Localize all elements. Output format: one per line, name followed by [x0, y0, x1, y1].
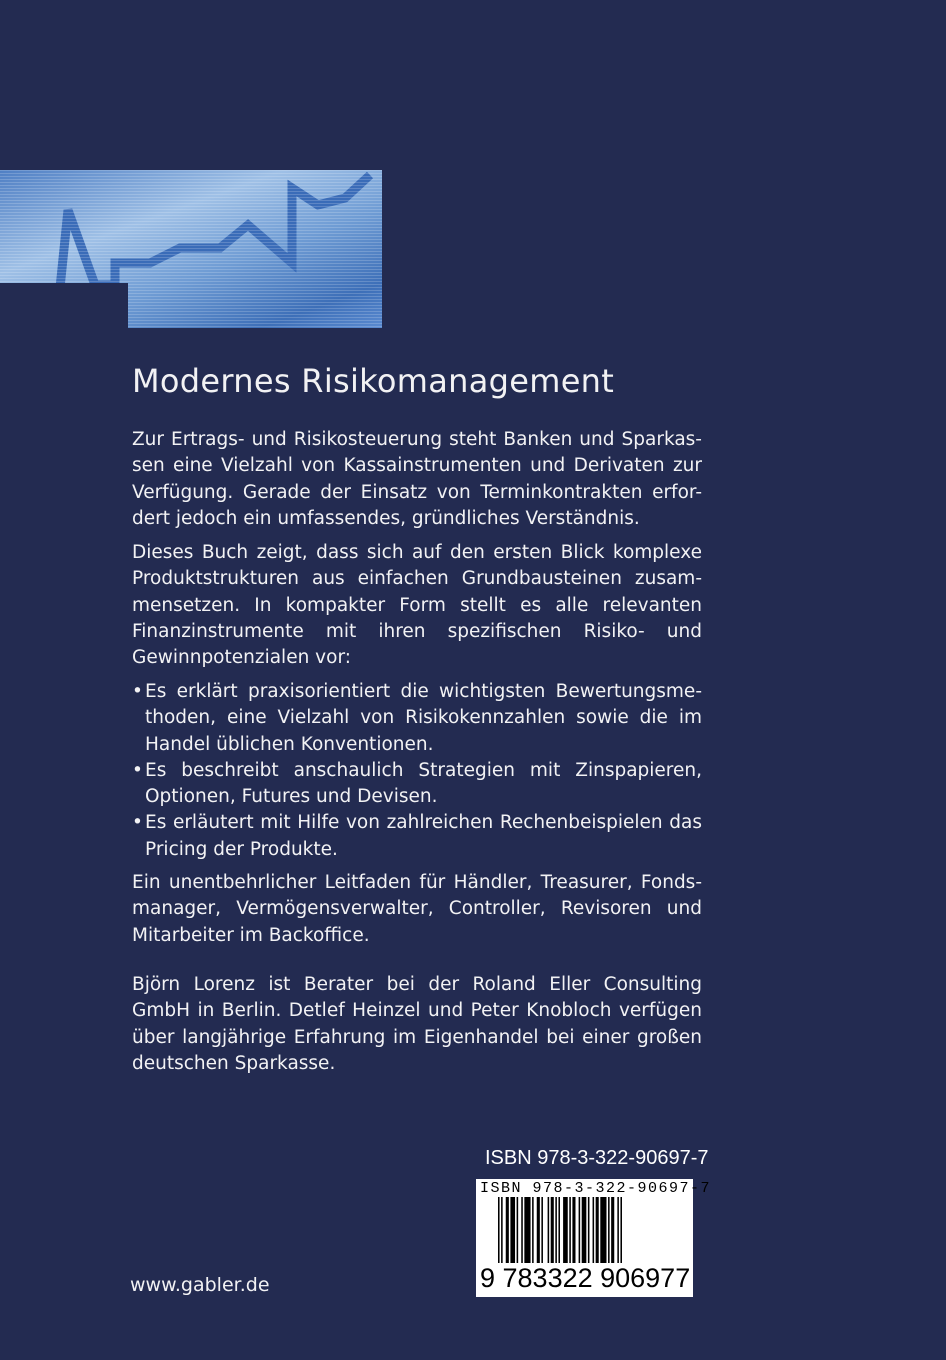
barcode-bar	[558, 1197, 560, 1269]
barcode-number: 9 783322 906977	[480, 1263, 691, 1293]
barcode	[476, 1179, 712, 1297]
text-line: Mitarbeiter im Backoffice.	[132, 924, 370, 946]
barcode-label: ISBN 978-3-322-90697-7	[480, 1180, 712, 1197]
barcode-bar	[563, 1197, 568, 1269]
text-line: Finanzinstrumente mit ihren spezifischen Risiko- und	[132, 620, 702, 642]
barcode-bar	[524, 1197, 530, 1269]
text-line: Optionen, Futures und Devisen.	[145, 786, 438, 808]
barcode-bar	[555, 1197, 557, 1269]
barcode-bar	[506, 1197, 509, 1269]
text-line: Handel üblichen Konventionen.	[145, 733, 434, 755]
book-title: Modernes Risikomanagement	[132, 362, 615, 400]
text-line: thoden, eine Vielzahl von Risikokennzahlen sowie die im	[145, 707, 702, 729]
text-line: Pricing der Produkte.	[145, 838, 338, 860]
audience-paragraph	[132, 870, 702, 949]
bullet-item	[132, 810, 702, 863]
text-line: manager, Vermögensverwalter, Controller, Revisoren und	[132, 898, 702, 920]
text-line: mensetzen. In kompakter Form stellt es alle relevanten	[132, 594, 702, 616]
bullet-icon: •	[132, 681, 143, 702]
text-line: über langjährige Erfahrung im Eigenhandel bei einer großen	[132, 1026, 702, 1048]
barcode-bar	[572, 1197, 575, 1269]
barcode-bar	[541, 1197, 543, 1269]
text-line: Dieses Buch zeigt, dass sich auf den ersten Blick komplexe	[132, 542, 702, 563]
text-line: dert jedoch ein umfassendes, gründliches Verständnis.	[132, 507, 640, 529]
bullet-list	[132, 679, 702, 863]
barcode-bar	[537, 1197, 540, 1269]
barcode-bar	[579, 1197, 581, 1269]
authors-paragraph	[132, 972, 702, 1077]
barcode-bar	[548, 1197, 550, 1269]
text-line: deutschen Sparkasse.	[132, 1052, 336, 1074]
description-paragraph	[132, 540, 702, 671]
barcode-bar	[569, 1197, 571, 1269]
barcode-bar	[608, 1197, 610, 1269]
intro-paragraph	[132, 427, 702, 532]
bullet-icon: •	[132, 759, 143, 781]
barcode-bar	[510, 1197, 515, 1269]
text-line: GmbH in Berlin. Detlef Heinzel und Peter Knobloch verfügen	[132, 1000, 702, 1022]
text-line: Produktstrukturen aus einfachen Grundbausteinen zusam-	[132, 568, 702, 590]
bullet-icon: •	[132, 812, 143, 834]
barcode-bar	[593, 1197, 595, 1269]
barcode-bar	[600, 1197, 606, 1269]
bullet-item	[132, 758, 702, 811]
text-line: sen eine Vielzahl von Kassainstrumenten und Derivaten zur	[132, 455, 702, 477]
text-line: Es erläutert mit Hilfe von zahlreichen Rechenbeispielen das	[145, 812, 702, 834]
barcode-bar	[611, 1197, 614, 1269]
barcode-bar	[588, 1197, 590, 1269]
text-line: Björn Lorenz ist Berater bei der Roland Eller Consulting	[132, 974, 702, 995]
text-line: Gewinnpotenzialen vor:	[132, 647, 351, 669]
text-line: Es beschreibt anschaulich Strategien mit Zinspapieren,	[145, 759, 702, 781]
barcode-bar	[596, 1197, 599, 1269]
bullet-item	[132, 679, 702, 758]
barcode-bar	[532, 1197, 534, 1269]
cover-notch	[0, 283, 128, 329]
text-line: Es erklärt praxisorientiert die wichtigsten Bewertungsme-	[145, 681, 702, 702]
text-line: Zur Ertrags- und Risikosteuerung steht Banken und Sparkas-	[132, 429, 702, 450]
barcode-bar	[551, 1197, 554, 1269]
barcode-bar	[517, 1197, 519, 1269]
text-line: Ein unentbehrlicher Leitfaden für Händler, Treasurer, Fonds-	[132, 872, 702, 893]
publisher-website: www.gabler.de	[130, 1274, 270, 1296]
isbn-text: ISBN 978-3-322-90697-7	[485, 1147, 709, 1169]
text-line: Verfügung. Gerade der Einsatz von Terminkontrakten erfor-	[132, 481, 702, 503]
barcode-bar	[521, 1197, 523, 1269]
barcode-bar	[582, 1197, 587, 1269]
